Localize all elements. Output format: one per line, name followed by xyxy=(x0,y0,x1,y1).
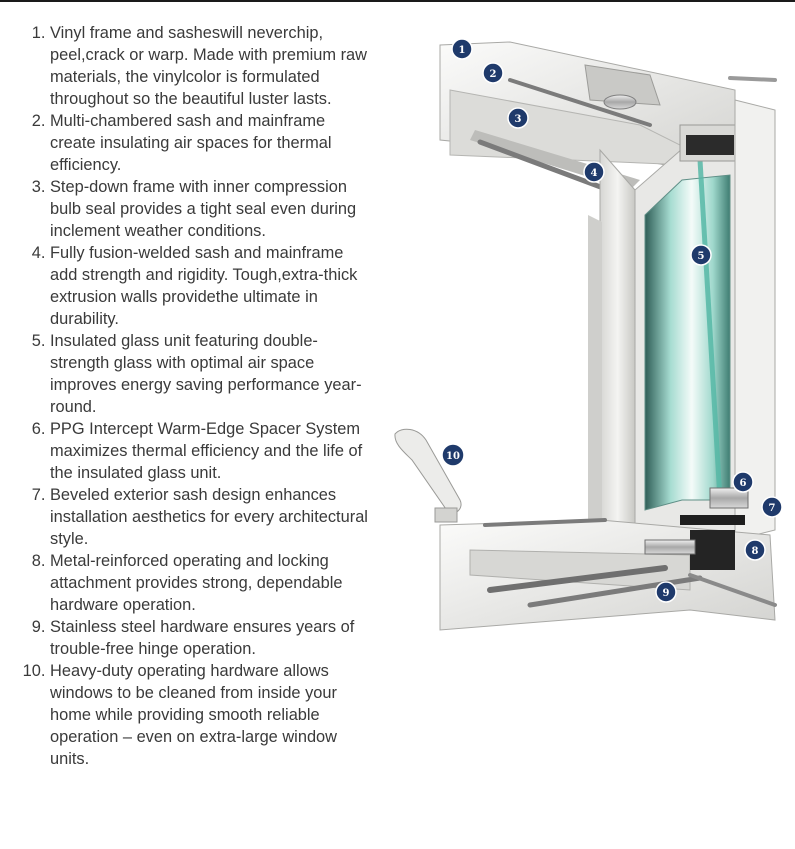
feature-item-2: 2. Multi-chambered sash and mainframe create insulating air spaces for thermal efficiency. xyxy=(50,110,368,176)
callout-10 xyxy=(442,444,464,466)
sash-and-glass xyxy=(635,100,775,550)
callout-3-label: 3 xyxy=(514,114,522,125)
top-rule xyxy=(0,0,795,2)
feature-item-1: 1. Vinyl frame and sasheswill neverchip, peel,crack or warp. Made with premium raw materials, the vinylcolor is formulated throughout so the beautiful luster lasts. xyxy=(50,22,368,110)
feature-item-5: 5. Insulated glass unit featuring double-strength glass with optimal air space improves energy saving performance year-round. xyxy=(50,330,368,418)
callout-1-label: 1 xyxy=(458,45,466,56)
callout-9-label: 9 xyxy=(662,588,670,599)
feature-item-4: 4. Fully fusion-welded sash and mainframe add strength and rigidity. Tough,extra-thick extrusion walls providethe ultimate in durability. xyxy=(50,242,368,330)
callout-2-label: 2 xyxy=(489,69,497,80)
callout-1 xyxy=(452,39,472,59)
callout-4-label: 4 xyxy=(590,168,598,179)
feature-item-8: 8. Metal-reinforced operating and locking attachment provides strong, dependable hardware operation. xyxy=(50,550,368,616)
callout-5-label: 5 xyxy=(697,251,705,262)
callout-10-label: 10 xyxy=(446,451,460,462)
feature-item-3: 3. Step-down frame with inner compression bulb seal provides a tight seal even during inclement weather conditions. xyxy=(50,176,368,242)
callout-8 xyxy=(745,540,765,560)
feature-list xyxy=(0,22,368,770)
callout-9 xyxy=(656,582,676,602)
window-cutaway-illustration xyxy=(390,30,795,640)
callout-7 xyxy=(762,497,782,517)
side-jamb xyxy=(588,150,635,550)
callout-7-label: 7 xyxy=(768,503,776,514)
feature-item-6: 6. PPG Intercept Warm-Edge Spacer System maximizes thermal efficiency and the life of the insulated glass unit. xyxy=(50,418,368,484)
crank-handle xyxy=(395,429,461,522)
callout-8-label: 8 xyxy=(751,546,759,557)
callout-3 xyxy=(508,108,528,128)
callout-6-label: 6 xyxy=(739,478,747,489)
callout-5 xyxy=(691,245,711,265)
callout-2 xyxy=(483,63,503,83)
feature-item-7: 7. Beveled exterior sash design enhances installation aesthetics for every architectural style. xyxy=(50,484,368,550)
feature-item-10: 10. Heavy-duty operating hardware allows windows to be cleaned from inside your home while providing smooth reliable operation – even on extra-large window units. xyxy=(50,660,368,770)
feature-item-9: 9. Stainless steel hardware ensures years of trouble-free hinge operation. xyxy=(50,616,368,660)
callout-6 xyxy=(733,472,753,492)
window-cutaway-diagram xyxy=(390,30,795,640)
callout-4 xyxy=(584,162,604,182)
